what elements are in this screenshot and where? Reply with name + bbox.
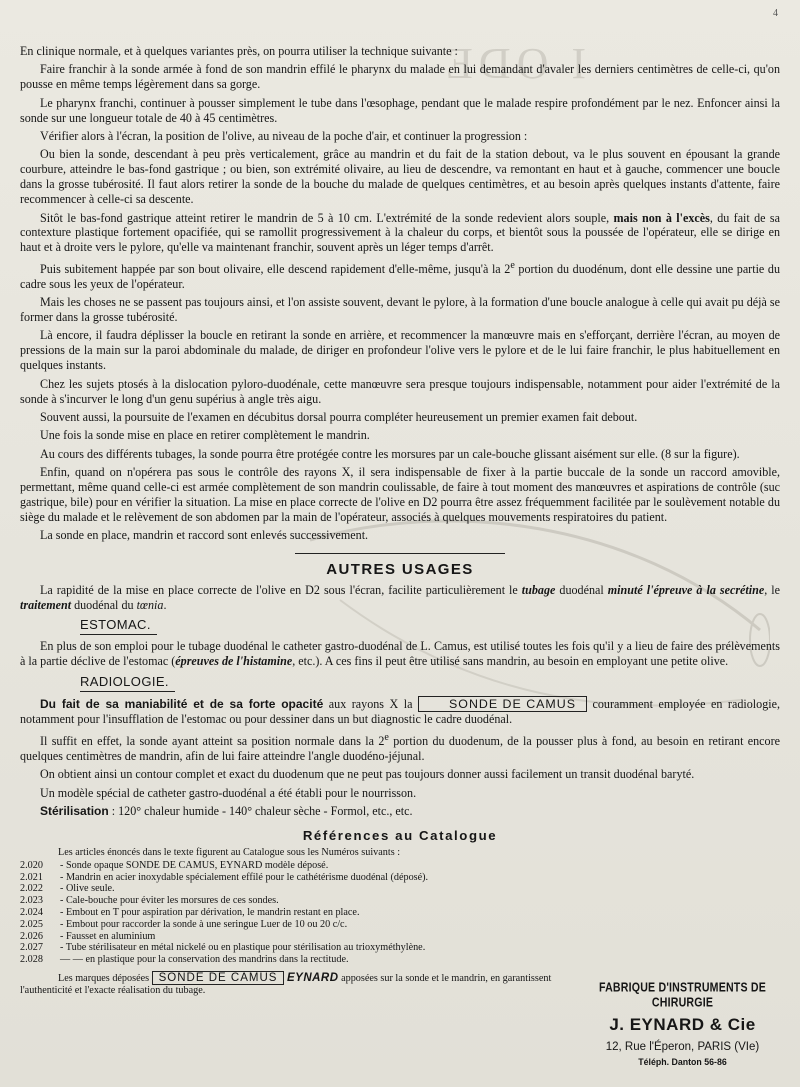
paragraph: Un modèle spécial de catheter gastro-duodénal a été établi pour le nourrisson. xyxy=(40,785,417,800)
paragraph: Mais les choses ne se passent pas toujours ainsi, et l'on assiste souvent, devant le pylore, à la formation d'une boucle analogue à celle qui avait pu déjà se former dans la grosse tubérosité. xyxy=(20,295,780,325)
references-heading: Références au Catalogue xyxy=(302,827,498,843)
catalog-number: 2.023 xyxy=(20,895,43,907)
catalog-item xyxy=(20,860,560,872)
catalog-number: 2.024 xyxy=(20,907,43,919)
catalog-item xyxy=(20,872,560,884)
paragraph xyxy=(20,583,780,613)
paragraph xyxy=(20,731,780,764)
references-intro: Les articles énoncés dans le texte figurent au Catalogue sous les Numéros suivants : xyxy=(58,846,401,858)
bold-span: Stérilisation xyxy=(40,804,109,819)
text-span: , le xyxy=(764,583,780,598)
paragraph xyxy=(20,804,780,819)
manufacturer-phone: Téléph. Danton 56-86 xyxy=(638,1057,727,1067)
bold-span: mais non à l'excès xyxy=(613,210,710,225)
catalog-number: 2.027 xyxy=(20,942,43,954)
paragraph: Là encore, il faudra déplisser la boucle en retirant la sonde en arrière, et recommencer la manœuvre mais en s'efforçant, derrière l'écran, au moyen de pressions de la main sur la paroi abdominale du malade, de diriger en profondeur l'olive vers le pylore et de le lui faire franchir, le plus habituellement en quelques instants. xyxy=(20,328,780,373)
catalog-item xyxy=(20,895,560,907)
paragraph: Une fois la sonde mise en place en retirer complètement le mandrin. xyxy=(40,428,370,443)
paragraph xyxy=(20,639,780,669)
eynard-mark: EYNARD xyxy=(286,972,339,985)
paragraph xyxy=(20,211,780,256)
section-heading-autres-usages: AUTRES USAGES xyxy=(326,561,474,579)
catalog-item xyxy=(20,954,560,966)
catalog-description: - Fausset en aluminium xyxy=(60,930,156,942)
catalog-description: - Embout en T pour aspiration par dérivation, le mandrin restant en place. xyxy=(60,907,360,919)
manufacturer-address: 12, Rue l'Éperon, PARIS (VIe) xyxy=(605,1041,760,1053)
section-divider xyxy=(295,553,505,554)
italic-span: tubage xyxy=(521,583,556,598)
superscript: e xyxy=(384,731,389,743)
catalog-number: 2.028 xyxy=(20,954,43,966)
catalog-item xyxy=(20,931,560,943)
text-span: . xyxy=(163,598,167,613)
sonde-de-camus-trademark-box: SONDE DE CAMUS xyxy=(152,971,285,985)
paragraph: Faire franchir à la sonde armée à fond de son mandrin effilé le pharynx du malade en lui demandant d'avaler les derniers centimètres de celle-ci, qu'on pousse en même temps légèrement dans sa gorge. xyxy=(20,62,780,92)
catalog-item xyxy=(20,942,560,954)
italic-span: l'épreuve à la secrétine xyxy=(646,583,765,598)
catalog-description: - Embout pour raccorder la sonde à une seringue Luer de 10 ou 20 c/c. xyxy=(60,918,348,930)
manufacturer-name: J. EYNARD & Cie xyxy=(609,1015,756,1034)
text-span: Sitôt le bas-fond gastrique atteint retirer le mandrin de 5 à 10 cm. L'extrémité de la sonde redevient alors souple, xyxy=(40,210,614,225)
text-span: , du fait de sa contexture plastique fortement opacifiée, qui se ramollit progressivement à la chaleur du corps, et bientôt sous la poussée de l'opérateur, elle se dirige en haut et à droite vers le pylore, qu'elle va maintenant franchir, souvent après un léger temps d'arrêt. xyxy=(20,210,780,255)
text-span: duodénal xyxy=(555,583,608,598)
paragraph: Le pharynx franchi, continuer à pousser simplement le tube dans l'œsophage, pendant que le malade respire profondément par le nez. Enfoncer ainsi la sonde sur une longueur totale de 40 à 45 centimètres. xyxy=(20,95,780,125)
paragraph xyxy=(20,259,780,292)
catalog-number: 2.025 xyxy=(20,918,43,930)
text-span: En plus de son emploi pour le tubage duodénal le catheter gastro-duodénal de L. Camus, est utilisé toutes les fois qu'il y a lieu de faire des prélèvements à la partie déclive de l'estomac ( xyxy=(20,639,780,669)
text-span: Les marques déposées xyxy=(58,973,152,985)
text-span: portion du duodénum, dont elle dessine une partie du cadre sous les yeux de l'opérateur. xyxy=(20,261,780,291)
catalog-item xyxy=(20,907,560,919)
catalog-description: - Olive seule. xyxy=(60,883,115,895)
text-span: : 120° chaleur humide - 140° chaleur sèche - Formol, etc., etc. xyxy=(108,804,413,819)
text-span: duodénal du xyxy=(71,598,137,613)
text-span: couramment employée en radiologie, notamment pour l'insufflation de l'estomac ou pour dessiner dans un but diagnostic le cadre duodénal. xyxy=(20,696,780,727)
paragraph xyxy=(20,696,780,728)
italic-span: traitement xyxy=(20,598,72,613)
italic-span: minuté xyxy=(607,583,643,598)
text-span: aux rayons X la xyxy=(323,696,419,711)
paragraph: Au cours des différents tubages, la sonde pourra être protégée contre les morsures par un cale-bouche glissant aisément sur elle. (8 sur la figure). xyxy=(40,446,740,461)
catalog-description: - Mandrin en acier inoxydable spécialement effilé pour le cathétérisme duodénal (déposé). xyxy=(60,871,429,883)
paragraph: La sonde en place, mandrin et raccord sont enlevés successivement. xyxy=(40,528,369,543)
catalog-description: — — en plastique pour la conservation des mandrins dans la rectitude. xyxy=(60,954,349,966)
sonde-de-camus-trademark-box: SONDE DE CAMUS xyxy=(418,696,587,713)
paragraph: On obtient ainsi un contour complet et exact du duodenum que ne peut pas toujours donner aussi facilement un transit duodénal baryté. xyxy=(40,767,695,782)
text-span: , etc.). A ces fins il peut être utilisé sans mandrin, au besoin en employant une petite olive. xyxy=(292,654,729,669)
subheading-radiologie: RADIOLOGIE. xyxy=(80,675,175,692)
catalog-item xyxy=(20,883,560,895)
paragraph: Ou bien la sonde, descendant à peu près verticalement, grâce au mandrin et du fait de la station debout, va le plus souvent en épousant la grande courbure, atteindre le bas-fond gastrique ; ou bien, son extrémité olivaire, au lieu de descendre, va remontant en haut et à gauche, commencer une boucle dans la grosse tubérosité. Il faut alors retirer la sonde de la bouche du malade de quelques centimètres, et au besoin après quelques instants d'attente, faire recommencer à celle-ci sa descente. xyxy=(20,147,780,207)
catalog-number: 2.026 xyxy=(20,930,43,942)
paragraph: En clinique normale, et à quelques variantes près, on pourra utiliser la technique suivante : xyxy=(20,44,458,58)
catalog-description: - Cale-bouche pour éviter les morsures de ces sondes. xyxy=(60,895,279,907)
text-span: apposées sur la sonde et le mandrin, en garantissent l'authenticité et l'exacte réalisation du tubage. xyxy=(20,973,552,997)
text-span: portion du duodenum, de la pousser plus à fond, au besoin en retirant encore quelques centimètres de mandrin, afin de lui faire atteindre l'angle duodéno-jéjunal. xyxy=(20,733,780,763)
trademark-note xyxy=(20,971,565,997)
paragraph: Souvent aussi, la poursuite de l'examen en décubitus dorsal pourra compléter heureusement un premier examen fait debout. xyxy=(40,409,638,424)
manufacturer-block xyxy=(575,980,790,1067)
catalog-item xyxy=(20,919,560,931)
catalog-number: 2.020 xyxy=(20,859,43,871)
main-text xyxy=(20,44,780,997)
catalog-number: 2.022 xyxy=(20,883,43,895)
text-span: Puis subitement happée par son bout olivaire, elle descend rapidement d'elle-même, jusqu'à la 2 xyxy=(40,261,511,276)
paragraph: Enfin, quand on n'opérera pas sous le contrôle des rayons X, il sera indispensable de fixer à la partie buccale de la sonde un raccord amovible, permettant, même quand celle-ci est armée complètement de son mandrin coulissable, de faire à tout moment des manœuvres et aspirations de contrôle (suc gastrique, bile) pour en vérifier la situation. La mise en place correcte de l'olive en D2 pourra être assez fréquemment facilitée par le soulèvement notable du siège du malade et le relèvement de son abdomen par la main de l'opérateur, associés à quelques mouvements respiratoires du patient. xyxy=(20,465,780,524)
corner-mark: 4 xyxy=(773,8,778,19)
italic-span: épreuves de l'histamine xyxy=(175,654,293,669)
catalog-description: - Sonde opaque SONDE DE CAMUS, EYNARD modèle déposé. xyxy=(60,859,329,871)
italic-span: tœnia xyxy=(136,598,164,613)
subheading-estomac: ESTOMAC. xyxy=(80,618,157,635)
catalog-list xyxy=(20,860,560,966)
show-through-heading: I ODE xyxy=(440,39,587,88)
text-span: La rapidité de la mise en place correcte de l'olive en D2 sous l'écran, facilite particulièrement le xyxy=(40,583,522,598)
manufacturer-tagline: FABRIQUE D'INSTRUMENTS DE CHIRURGIE xyxy=(598,980,767,1010)
catalog-description: - Tube stérilisateur en métal nickelé ou en plastique pour stérilisation au trioxyméthylène. xyxy=(60,942,426,954)
paragraph: Vérifier alors à l'écran, la position de l'olive, au niveau de la poche d'air, et continuer la progression : xyxy=(40,129,528,144)
superscript: e xyxy=(510,259,515,271)
catalog-number: 2.021 xyxy=(20,871,43,883)
text-span: Il suffit en effet, la sonde ayant atteint sa position normale dans la 2 xyxy=(40,733,385,748)
paragraph: Chez les sujets ptosés à la dislocation pyloro-duodénale, cette manœuvre sera presque toujours indispensable, notamment pour aider l'extrémité de la sonde à s'incurver le long d'un genu supérius à angle très aigu. xyxy=(20,376,780,406)
bold-span: Du fait de sa maniabilité et de sa forte opacité xyxy=(40,696,324,711)
